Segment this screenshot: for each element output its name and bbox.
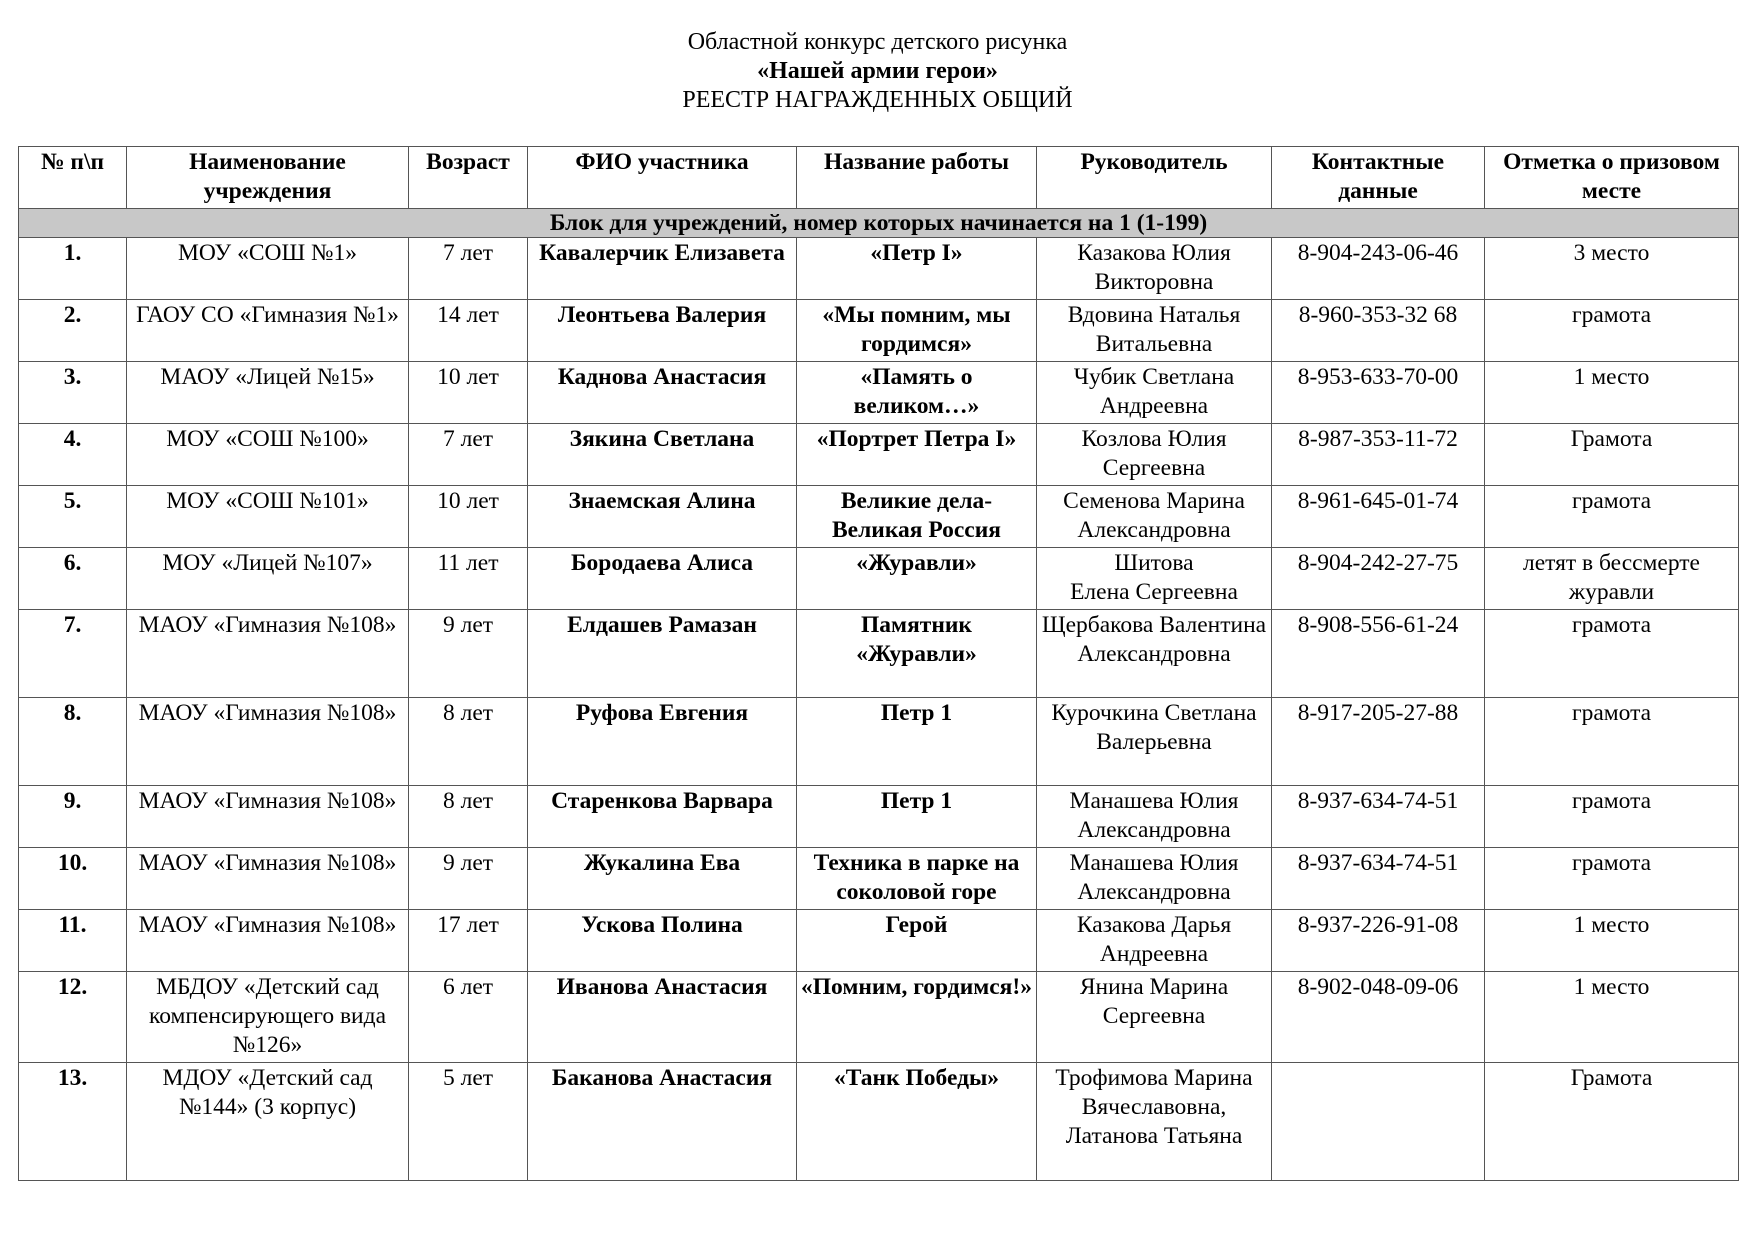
row-number: 5. — [19, 486, 127, 548]
row-number: 12. — [19, 972, 127, 1063]
age-cell: 10 лет — [409, 362, 528, 424]
age-cell: 8 лет — [409, 698, 528, 786]
table-row — [19, 362, 1739, 424]
row-number: 8. — [19, 698, 127, 786]
col-header-award: Отметка о призовом месте — [1485, 147, 1739, 209]
table-row — [19, 848, 1739, 910]
contact-cell: 8-937-634-74-51 — [1272, 848, 1485, 910]
supervisor-cell: Козлова Юлия Сергеевна — [1037, 424, 1272, 486]
participant-cell: Иванова Анастасия — [528, 972, 797, 1063]
work-title-cell: Памятник «Журавли» — [797, 610, 1037, 698]
row-number: 6. — [19, 548, 127, 610]
institution-cell: МАОУ «Гимназия №108» — [127, 910, 409, 972]
award-cell: грамота — [1485, 486, 1739, 548]
supervisor-cell: Семенова Марина Александровна — [1037, 486, 1272, 548]
work-title-cell: Великие дела-Великая Россия — [797, 486, 1037, 548]
contact-cell: 8-937-634-74-51 — [1272, 786, 1485, 848]
institution-cell: МДОУ «Детский сад №144» (3 корпус) — [127, 1063, 409, 1181]
award-cell: 3 место — [1485, 238, 1739, 300]
award-cell: грамота — [1485, 848, 1739, 910]
contest-name: «Нашей армии герои» — [757, 58, 998, 84]
table-row — [19, 424, 1739, 486]
work-title-cell: «Помним, гордимся!» — [797, 972, 1037, 1063]
supervisor-cell: Курочкина Светлана Валерьевна — [1037, 698, 1272, 786]
award-cell: 1 место — [1485, 910, 1739, 972]
institution-cell: ГАОУ СО «Гимназия №1» — [127, 300, 409, 362]
age-cell: 9 лет — [409, 848, 528, 910]
contact-cell: 8-987-353-11-72 — [1272, 424, 1485, 486]
institution-cell: МОУ «СОШ №100» — [127, 424, 409, 486]
supervisor-cell: Трофимова Марина Вячеславовна, Латанова Татьяна — [1037, 1063, 1272, 1181]
award-cell: летят в бессмерте журавли — [1485, 548, 1739, 610]
award-cell: грамота — [1485, 786, 1739, 848]
institution-cell: МАОУ «Гимназия №108» — [127, 786, 409, 848]
participant-cell: Старенкова Варвара — [528, 786, 797, 848]
age-cell: 7 лет — [409, 238, 528, 300]
row-number: 4. — [19, 424, 127, 486]
supervisor-cell: Вдовина Наталья Витальевна — [1037, 300, 1272, 362]
work-title-cell: «Журавли» — [797, 548, 1037, 610]
participant-cell: Зякина Светлана — [528, 424, 797, 486]
award-cell: 1 место — [1485, 972, 1739, 1063]
institution-cell: МБДОУ «Детский сад компенсирующего вида №126» — [127, 972, 409, 1063]
col-header-supervisor: Руководитель — [1037, 147, 1272, 209]
contact-cell: 8-904-243-06-46 — [1272, 238, 1485, 300]
age-cell: 17 лет — [409, 910, 528, 972]
supervisor-cell: Шитова Елена Сергеевна — [1037, 548, 1272, 610]
row-number: 13. — [19, 1063, 127, 1181]
contact-cell: 8-908-556-61-24 — [1272, 610, 1485, 698]
participant-cell: Каднова Анастасия — [528, 362, 797, 424]
award-cell: Грамота — [1485, 1063, 1739, 1181]
award-cell: грамота — [1485, 610, 1739, 698]
table-row — [19, 300, 1739, 362]
work-title-cell: Герой — [797, 910, 1037, 972]
work-title-cell: «Портрет Петра I» — [797, 424, 1037, 486]
table-row — [19, 698, 1739, 786]
participant-cell: Жукалина Ева — [528, 848, 797, 910]
age-cell: 8 лет — [409, 786, 528, 848]
institution-cell: МОУ «Лицей №107» — [127, 548, 409, 610]
col-header-contacts: Контактные данные — [1272, 147, 1485, 209]
supervisor-cell: Чубик Светлана Андреевна — [1037, 362, 1272, 424]
table-header-row — [19, 147, 1739, 209]
work-title-cell: «Танк Победы» — [797, 1063, 1037, 1181]
award-cell: грамота — [1485, 698, 1739, 786]
row-number: 11. — [19, 910, 127, 972]
participant-cell: Руфова Евгения — [528, 698, 797, 786]
row-number: 2. — [19, 300, 127, 362]
work-title-cell: «Петр I» — [797, 238, 1037, 300]
table-row — [19, 1063, 1739, 1181]
institution-cell: МОУ «СОШ №101» — [127, 486, 409, 548]
awardees-table — [18, 146, 1739, 1181]
block-section-title: Блок для учреждений, номер которых начинается на 1 (1-199) — [19, 209, 1739, 238]
block-section-row — [19, 209, 1739, 238]
participant-cell: Баканова Анастасия — [528, 1063, 797, 1181]
age-cell: 10 лет — [409, 486, 528, 548]
supervisor-cell: Казакова Юлия Викторовна — [1037, 238, 1272, 300]
work-title-cell: Петр 1 — [797, 698, 1037, 786]
table-row — [19, 610, 1739, 698]
participant-cell: Елдашев Рамазан — [528, 610, 797, 698]
supervisor-cell: Казакова Дарья Андреевна — [1037, 910, 1272, 972]
registry-title: РЕЕСТР НАГРАЖДЕННЫХ ОБЩИЙ — [682, 87, 1073, 113]
table-row — [19, 910, 1739, 972]
participant-cell: Кавалерчик Елизавета — [528, 238, 797, 300]
award-cell: Грамота — [1485, 424, 1739, 486]
age-cell: 14 лет — [409, 300, 528, 362]
institution-cell: МАОУ «Гимназия №108» — [127, 610, 409, 698]
participant-cell: Леонтьева Валерия — [528, 300, 797, 362]
contest-title: Областной конкурс детского рисунка — [687, 29, 1068, 55]
supervisor-cell: Манашева Юлия Александровна — [1037, 786, 1272, 848]
award-cell: грамота — [1485, 300, 1739, 362]
row-number: 10. — [19, 848, 127, 910]
contact-cell: 8-937-226-91-08 — [1272, 910, 1485, 972]
row-number: 1. — [19, 238, 127, 300]
institution-cell: МАОУ «Гимназия №108» — [127, 698, 409, 786]
contact-cell: 8-917-205-27-88 — [1272, 698, 1485, 786]
contact-cell: 8-961-645-01-74 — [1272, 486, 1485, 548]
table-row — [19, 972, 1739, 1063]
age-cell: 6 лет — [409, 972, 528, 1063]
participant-cell: Знаемская Алина — [528, 486, 797, 548]
institution-cell: МОУ «СОШ №1» — [127, 238, 409, 300]
row-number: 7. — [19, 610, 127, 698]
contact-cell — [1272, 1063, 1485, 1181]
contact-cell: 8-904-242-27-75 — [1272, 548, 1485, 610]
row-number: 3. — [19, 362, 127, 424]
work-title-cell: Петр 1 — [797, 786, 1037, 848]
col-header-work-title: Название работы — [797, 147, 1037, 209]
col-header-institution: Наименование учреждения — [127, 147, 409, 209]
participant-cell: Ускова Полина — [528, 910, 797, 972]
contact-cell: 8-902-048-09-06 — [1272, 972, 1485, 1063]
institution-cell: МАОУ «Гимназия №108» — [127, 848, 409, 910]
supervisor-cell: Манашева Юлия Александровна — [1037, 848, 1272, 910]
supervisor-cell: Янина Марина Сергеевна — [1037, 972, 1272, 1063]
col-header-participant: ФИО участника — [528, 147, 797, 209]
supervisor-cell: Щербакова Валентина Александровна — [1037, 610, 1272, 698]
table-row — [19, 486, 1739, 548]
row-number: 9. — [19, 786, 127, 848]
age-cell: 5 лет — [409, 1063, 528, 1181]
award-cell: 1 место — [1485, 362, 1739, 424]
table-row — [19, 238, 1739, 300]
participant-cell: Бородаева Алиса — [528, 548, 797, 610]
table-row — [19, 548, 1739, 610]
age-cell: 9 лет — [409, 610, 528, 698]
col-header-number: № п\п — [19, 147, 127, 209]
age-cell: 11 лет — [409, 548, 528, 610]
institution-cell: МАОУ «Лицей №15» — [127, 362, 409, 424]
age-cell: 7 лет — [409, 424, 528, 486]
work-title-cell: «Память о великом…» — [797, 362, 1037, 424]
col-header-age: Возраст — [409, 147, 528, 209]
contact-cell: 8-960-353-32 68 — [1272, 300, 1485, 362]
work-title-cell: «Мы помним, мы гордимся» — [797, 300, 1037, 362]
work-title-cell: Техника в парке на соколовой горе — [797, 848, 1037, 910]
document-header — [0, 28, 1755, 115]
table-row — [19, 786, 1739, 848]
contact-cell: 8-953-633-70-00 — [1272, 362, 1485, 424]
